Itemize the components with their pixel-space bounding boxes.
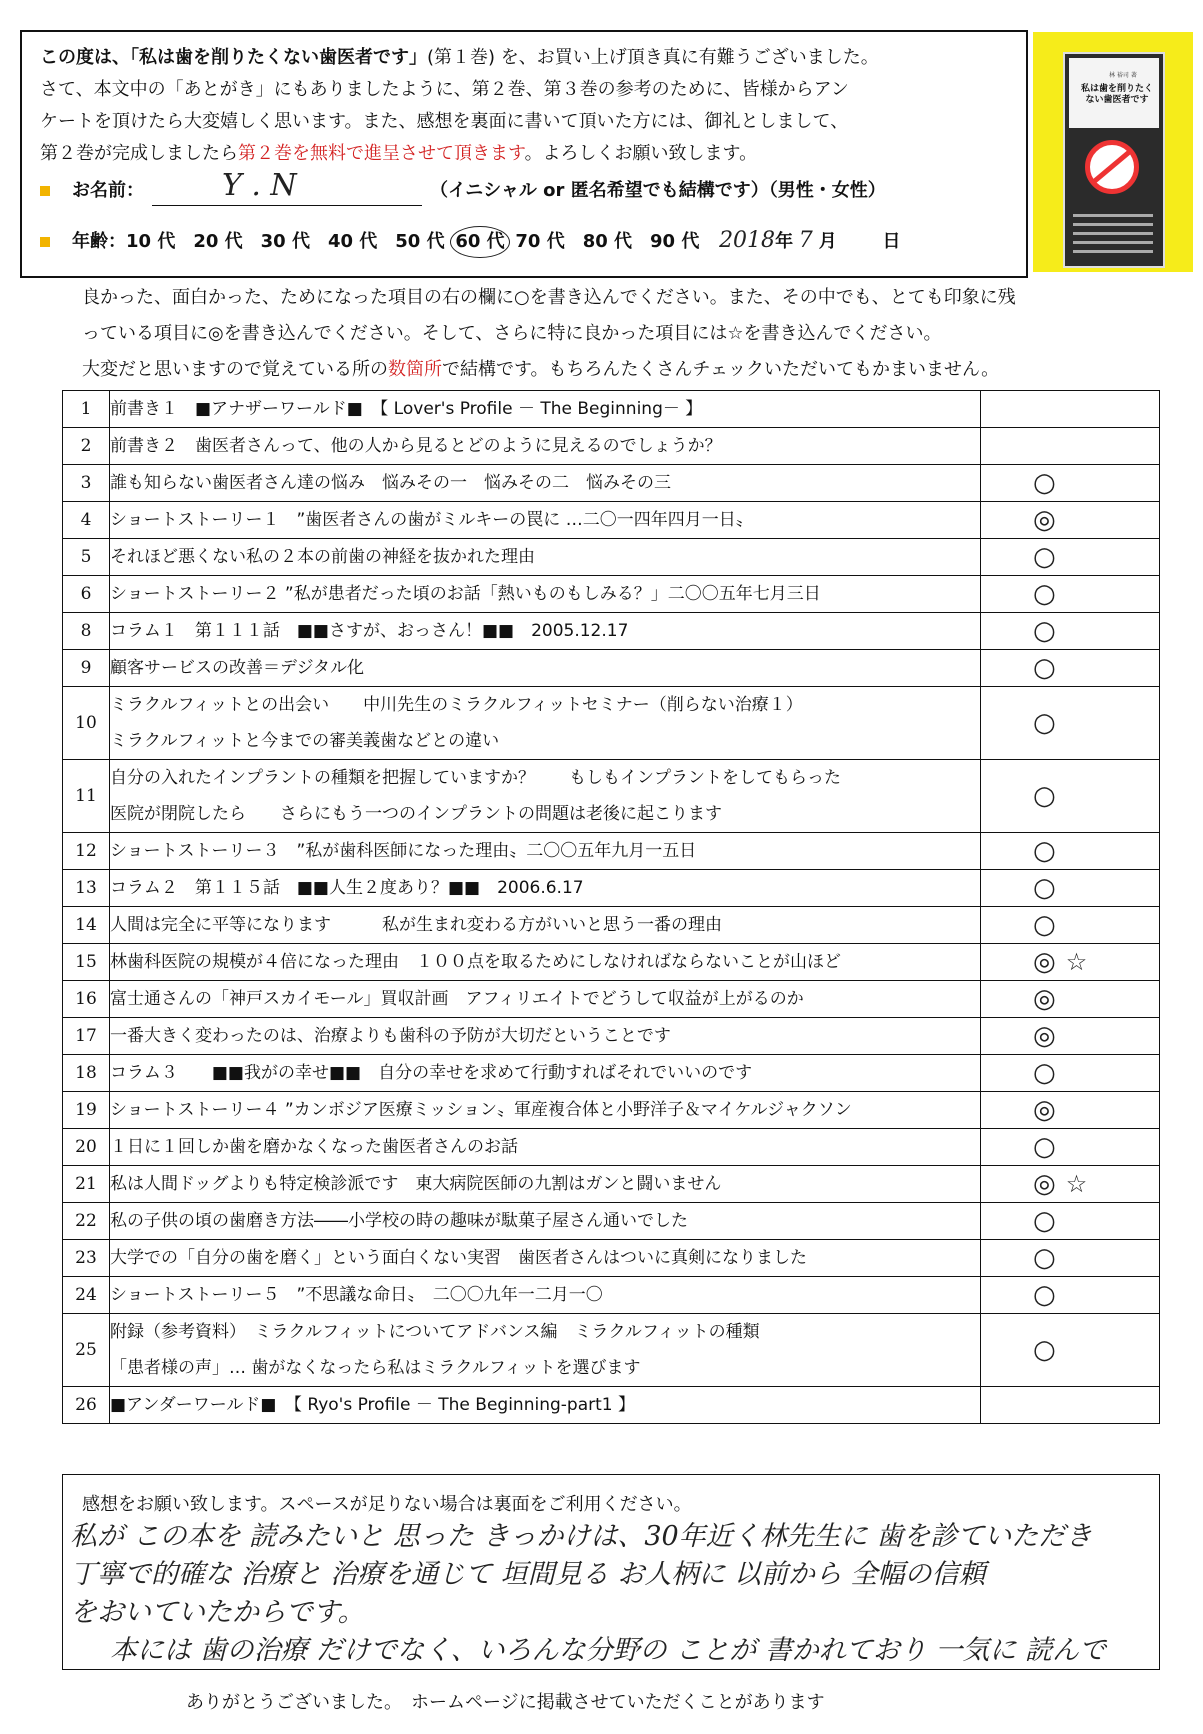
item-mark-cell[interactable]	[981, 981, 1160, 1018]
item-number: 2	[63, 428, 110, 465]
item-mark-symbol: ○	[1033, 1206, 1056, 1236]
item-number: 17	[63, 1018, 110, 1055]
no-drill-icon	[1085, 140, 1139, 194]
item-mark	[1033, 579, 1066, 609]
item-title-line: ショートストーリー２ ”私が患者だった頃のお話「熱いものもしみる？」二〇〇五年七月三日	[110, 584, 821, 604]
item-title	[110, 687, 981, 760]
item-mark	[1033, 1335, 1066, 1365]
comment-handwriting	[70, 1518, 1160, 1670]
table-row	[63, 1203, 1160, 1240]
name-note: （イニシャル or 匿名希望でも結構です）（男性・女性）	[430, 180, 886, 201]
item-title	[110, 391, 981, 428]
table-row	[63, 650, 1160, 687]
item-title-line: 人間は完全に平等になります 私が生まれ変わる方がいいと思う一番の理由	[110, 915, 722, 935]
item-title-line: 医院が閉院したら さらにもう一つのインプラントの問題は老後に起こります	[110, 804, 722, 824]
item-mark-symbol: ○	[1033, 1335, 1056, 1365]
item-title-line: 林歯科医院の規模が４倍になった理由 １００点を取るためにしなければならないことが山ほど	[110, 952, 841, 972]
instructions-line-3-end: で結構です。もちろんたくさんチェックいただいてもかまいません。	[442, 359, 1000, 380]
free-gift-text: 第２巻を無料で進呈させて頂きます	[238, 143, 525, 164]
comment-label: 感想をお願い致します。スペースが足りない場合は裏面をご利用ください。	[82, 1494, 692, 1515]
item-mark	[1033, 947, 1087, 977]
item-title-line: 私は人間ドッグよりも特定検診派です 東大病院医師の九割はガンと闘いません	[110, 1174, 722, 1194]
instructions	[82, 280, 1182, 388]
age-options[interactable]: 10 代 20 代 30 代 40 代 50 代	[126, 231, 445, 252]
year-label: 年	[775, 231, 794, 252]
table-row	[63, 539, 1160, 576]
item-mark-symbol: ○	[1033, 1058, 1056, 1088]
name-label: お名前：	[72, 180, 144, 201]
item-mark-cell[interactable]	[981, 833, 1160, 870]
item-title-line: コラム２ 第１１５話 ■■人生２度あり？■■ 2006.6.17	[110, 878, 584, 898]
item-mark	[1033, 1132, 1066, 1162]
table-row	[63, 1314, 1160, 1387]
item-mark	[1033, 1058, 1066, 1088]
item-mark	[1033, 781, 1066, 811]
item-title-line: ショートストーリー５ ”不思議な命日〟 二〇〇九年一二月一〇	[110, 1285, 603, 1305]
item-title	[110, 1166, 981, 1203]
name-field[interactable]	[152, 168, 422, 206]
item-number: 18	[63, 1055, 110, 1092]
item-mark	[1033, 1390, 1043, 1420]
item-number: 14	[63, 907, 110, 944]
item-title	[110, 1055, 981, 1092]
item-star-mark: ☆	[1065, 948, 1088, 976]
item-mark-cell[interactable]	[981, 1129, 1160, 1166]
book-cover	[1063, 52, 1165, 268]
item-number: 6	[63, 576, 110, 613]
book-cover-image	[1033, 32, 1193, 272]
intro-line-4-end: 。よろしくお願い致します。	[524, 143, 758, 164]
item-title-line: 前書き１ ■アナザーワールド■ 【 Lover's Profile － The Beginning－ 】	[110, 399, 703, 419]
table-row	[63, 1240, 1160, 1277]
intro-lead: この度は、	[40, 47, 130, 68]
item-number: 15	[63, 944, 110, 981]
instructions-line-1: 良かった、面白かった、ためになった項目の右の欄に○を書き込んでください。また、その中でも、とても印象に残	[82, 287, 1016, 308]
item-number: 22	[63, 1203, 110, 1240]
item-title-line: 「患者様の声」… 歯がなくなったら私はミラクルフィットを選びます	[110, 1358, 641, 1378]
item-title	[110, 428, 981, 465]
item-title	[110, 1129, 981, 1166]
item-title	[110, 1314, 981, 1387]
item-mark-cell[interactable]	[981, 1055, 1160, 1092]
item-mark-symbol: ○	[1033, 1280, 1056, 1310]
item-title	[110, 833, 981, 870]
intro-line-4: 第２巻が完成しましたら	[40, 143, 238, 164]
item-title-line: 誰も知らない歯医者さん達の悩み 悩みその一 悩みその二 悩みその三	[110, 473, 671, 493]
item-title-line: 附録（参考資料） ミラクルフィットについてアドバンス編 ミラクルフィットの種類	[110, 1322, 760, 1342]
year-value[interactable]: 2018	[719, 228, 776, 253]
item-title	[110, 1203, 981, 1240]
item-number: 26	[63, 1387, 110, 1424]
table-row	[63, 687, 1160, 760]
item-title	[110, 576, 981, 613]
item-number: 12	[63, 833, 110, 870]
table-row	[63, 833, 1160, 870]
bullet-square-icon	[40, 237, 50, 247]
item-mark	[1033, 542, 1066, 572]
item-mark-cell[interactable]	[981, 1277, 1160, 1314]
item-mark-cell[interactable]	[981, 1314, 1160, 1387]
item-title-line: 私の子供の頃の歯磨き方法――小学校の時の趣味が駄菓子屋さん通いでした	[110, 1211, 688, 1231]
item-number: 9	[63, 650, 110, 687]
item-title-line: ミラクルフィットとの出会い 中川先生のミラクルフィットセミナー（削らない治療１）	[110, 695, 803, 715]
item-title-line: １日に１回しか歯を磨かなくなった歯医者さんのお話	[110, 1137, 518, 1157]
table-row	[63, 1277, 1160, 1314]
item-title	[110, 1018, 981, 1055]
item-mark	[1033, 505, 1066, 535]
item-mark-symbol: ◎	[1033, 1095, 1056, 1125]
comment-line: 本には 歯の治療 だけでなく、いろんな分野の ことが 書かれており 一気に 読んで	[110, 1635, 1106, 1666]
footer-note: ありがとうございました。 ホームページに掲載させていただくことがあります	[186, 1692, 825, 1713]
item-mark	[1033, 1280, 1066, 1310]
item-title-line: 自分の入れたインプラントの種類を把握していますか？ もしもインプラントをしてもらった	[110, 768, 841, 788]
item-title-line: ミラクルフィットと今までの審美義歯などとの違い	[110, 731, 500, 751]
item-title-line: ショートストーリー１ ”歯医者さんの歯がミルキーの罠に …二〇一四年四月一日〟	[110, 510, 753, 530]
item-number: 1	[63, 391, 110, 428]
item-mark	[1033, 873, 1066, 903]
item-mark-symbol: ○	[1033, 542, 1056, 572]
item-mark-symbol: ◎	[1033, 1021, 1056, 1051]
survey-items-table	[62, 390, 1160, 1424]
item-title	[110, 760, 981, 833]
item-mark-symbol: ◎	[1033, 1169, 1056, 1199]
comment-line: 私が この本を 読みたいと 思った きっかけは、30年近く林先生に 歯を診ていただき	[70, 1521, 1093, 1552]
item-mark	[1033, 431, 1043, 461]
item-mark-cell[interactable]	[981, 502, 1160, 539]
item-title	[110, 1092, 981, 1129]
book-cover-text-lines	[1073, 214, 1153, 259]
item-mark	[1033, 1243, 1066, 1273]
item-mark-cell[interactable]	[981, 1092, 1160, 1129]
item-number: 13	[63, 870, 110, 907]
table-row	[63, 907, 1160, 944]
instructions-line-3: 大変だと思いますので覚えている所の	[82, 359, 388, 380]
item-title-line: ショートストーリー４ ”カンボジア医療ミッション〟軍産複合体と小野洋子＆マイケルジャクソン	[110, 1100, 852, 1120]
item-mark-symbol: ○	[1033, 653, 1056, 683]
item-mark-cell[interactable]	[981, 1166, 1160, 1203]
item-number: 10	[63, 687, 110, 760]
item-mark-symbol: ◎	[1033, 984, 1056, 1014]
item-mark-cell[interactable]	[981, 907, 1160, 944]
instructions-line-2: っている項目に◎を書き込んでください。そして、さらに特に良かった項目には☆を書き込んでください。	[82, 323, 942, 344]
item-title-line: ショートストーリー３ ”私が歯科医師になった理由〟二〇〇五年九月一五日	[110, 841, 697, 861]
item-star-mark: ☆	[1065, 1170, 1088, 1198]
item-mark-symbol: ○	[1033, 1243, 1056, 1273]
item-number: 11	[63, 760, 110, 833]
age-row	[40, 226, 901, 258]
item-title-line: ■アンダーワールド■ 【 Ryo's Profile － The Beginning-part1 】	[110, 1395, 635, 1415]
item-mark-cell[interactable]	[981, 613, 1160, 650]
table-row	[63, 1166, 1160, 1203]
intro-text	[40, 42, 1000, 170]
item-mark-symbol: ◎	[1033, 505, 1056, 535]
item-mark	[1033, 1169, 1087, 1199]
item-mark-symbol: ○	[1033, 708, 1056, 738]
item-mark-symbol: ○	[1033, 836, 1056, 866]
item-mark-symbol: ○	[1033, 1132, 1056, 1162]
item-mark-symbol: ○	[1033, 468, 1056, 498]
age-options-after[interactable]: 70 代 80 代 90 代	[515, 231, 700, 252]
item-mark-cell[interactable]	[981, 465, 1160, 502]
table-row	[63, 1055, 1160, 1092]
item-title	[110, 650, 981, 687]
item-number: 20	[63, 1129, 110, 1166]
table-row	[63, 613, 1160, 650]
item-mark-cell[interactable]	[981, 944, 1160, 981]
item-title	[110, 981, 981, 1018]
item-number: 5	[63, 539, 110, 576]
item-title	[110, 502, 981, 539]
item-number: 25	[63, 1314, 110, 1387]
name-row	[40, 168, 886, 206]
item-mark-cell[interactable]	[981, 1203, 1160, 1240]
age-selected[interactable]: 60 代	[450, 226, 509, 258]
item-title-line: 富士通さんの「神戸スカイモール」買収計画 アフィリエイトでどうして収益が上がるのか	[110, 989, 804, 1009]
item-mark-cell[interactable]	[981, 576, 1160, 613]
item-title	[110, 613, 981, 650]
name-value: Y . N	[222, 168, 297, 203]
item-title-line: 顧客サービスの改善＝デジタル化	[110, 658, 364, 678]
item-mark-cell[interactable]	[981, 1018, 1160, 1055]
table-row	[63, 465, 1160, 502]
book-title-text: 「私は歯を削りたくない歯医者です」	[130, 47, 427, 68]
item-mark	[1033, 394, 1043, 424]
item-number: 3	[63, 465, 110, 502]
comment-line: をおいていたからです。	[70, 1597, 365, 1628]
item-number: 8	[63, 613, 110, 650]
item-mark-cell[interactable]	[981, 870, 1160, 907]
item-title-line: 大学での「自分の歯を磨く」という面白くない実習 歯医者さんはついに真剣になりました	[110, 1248, 807, 1268]
item-title	[110, 907, 981, 944]
item-title-line: コラム１ 第１１１話 ■■さすが、おっさん！■■ 2005.12.17	[110, 621, 629, 641]
item-mark-symbol: ○	[1033, 873, 1056, 903]
book-author: 林 裕司 著	[1109, 72, 1137, 79]
age-label: 年齢：	[72, 231, 126, 252]
item-title	[110, 870, 981, 907]
item-mark-cell[interactable]	[981, 650, 1160, 687]
item-mark-cell[interactable]	[981, 1387, 1160, 1424]
item-mark	[1033, 836, 1066, 866]
item-mark-symbol: ○	[1033, 579, 1056, 609]
intro-line-2: さて、本文中の「あとがき」にもありましたように、第２巻、第３巻の参考のために、皆様からアン	[40, 79, 849, 100]
day-label: 日	[882, 231, 901, 252]
table-row	[63, 944, 1160, 981]
item-title-line: 前書き２ 歯医者さんって、他の人から見るとどのように見えるのでしょうか？	[110, 436, 722, 456]
table-row	[63, 1387, 1160, 1424]
item-mark-cell[interactable]	[981, 687, 1160, 760]
item-mark-symbol: ○	[1033, 616, 1056, 646]
item-mark	[1033, 1206, 1066, 1236]
item-mark-symbol: ○	[1033, 910, 1056, 940]
book-cover-title: 私は歯を削りたくない歯医者です	[1080, 84, 1153, 105]
table-row	[63, 428, 1160, 465]
item-title	[110, 539, 981, 576]
item-mark-cell[interactable]	[981, 760, 1160, 833]
comment-line: 丁寧で的確な 治療と 治療を通じて 垣間見る お人柄に 以前から 全幅の信頼	[70, 1559, 986, 1590]
table-row	[63, 1092, 1160, 1129]
item-title	[110, 465, 981, 502]
table-row	[63, 981, 1160, 1018]
item-number: 23	[63, 1240, 110, 1277]
item-mark	[1033, 984, 1066, 1014]
item-mark	[1033, 708, 1066, 738]
item-number: 19	[63, 1092, 110, 1129]
intro-line-3: ケートを頂けたら大変嬉しく思います。また、感想を裏面に書いて頂いた方には、御礼としまして、	[40, 111, 849, 132]
item-title	[110, 1277, 981, 1314]
instructions-emphasis: 数箇所	[388, 359, 442, 380]
month-value[interactable]: 7	[798, 228, 813, 253]
table-row	[63, 1018, 1160, 1055]
intro-line-1: (第１巻) を、お買い上げ頂き真に有難うございました。	[427, 47, 879, 68]
item-mark-symbol: ◎	[1033, 947, 1056, 977]
table-row	[63, 870, 1160, 907]
item-mark	[1033, 1021, 1066, 1051]
item-mark	[1033, 468, 1066, 498]
item-mark	[1033, 1095, 1066, 1125]
item-number: 21	[63, 1166, 110, 1203]
item-title	[110, 944, 981, 981]
item-mark-cell[interactable]	[981, 539, 1160, 576]
item-mark	[1033, 616, 1066, 646]
table-row	[63, 760, 1160, 833]
table-row	[63, 391, 1160, 428]
item-title-line: 一番大きく変わったのは、治療よりも歯科の予防が大切だということです	[110, 1026, 671, 1046]
item-mark	[1033, 910, 1066, 940]
item-title	[110, 1240, 981, 1277]
item-title-line: コラム３ ■■我がの幸せ■■ 自分の幸せを求めて行動すればそれでいいのです	[110, 1063, 753, 1083]
item-mark-cell[interactable]	[981, 428, 1160, 465]
month-label: 月	[818, 231, 837, 252]
item-mark-cell[interactable]	[981, 1240, 1160, 1277]
item-mark-symbol: ○	[1033, 781, 1056, 811]
item-title-line: それほど悪くない私の２本の前歯の神経を抜かれた理由	[110, 547, 535, 567]
item-number: 4	[63, 502, 110, 539]
item-mark-cell[interactable]	[981, 391, 1160, 428]
table-row	[63, 1129, 1160, 1166]
bullet-square-icon	[40, 186, 50, 196]
item-title	[110, 1387, 981, 1424]
item-number: 24	[63, 1277, 110, 1314]
item-mark	[1033, 653, 1066, 683]
table-row	[63, 576, 1160, 613]
item-number: 16	[63, 981, 110, 1018]
table-row	[63, 502, 1160, 539]
